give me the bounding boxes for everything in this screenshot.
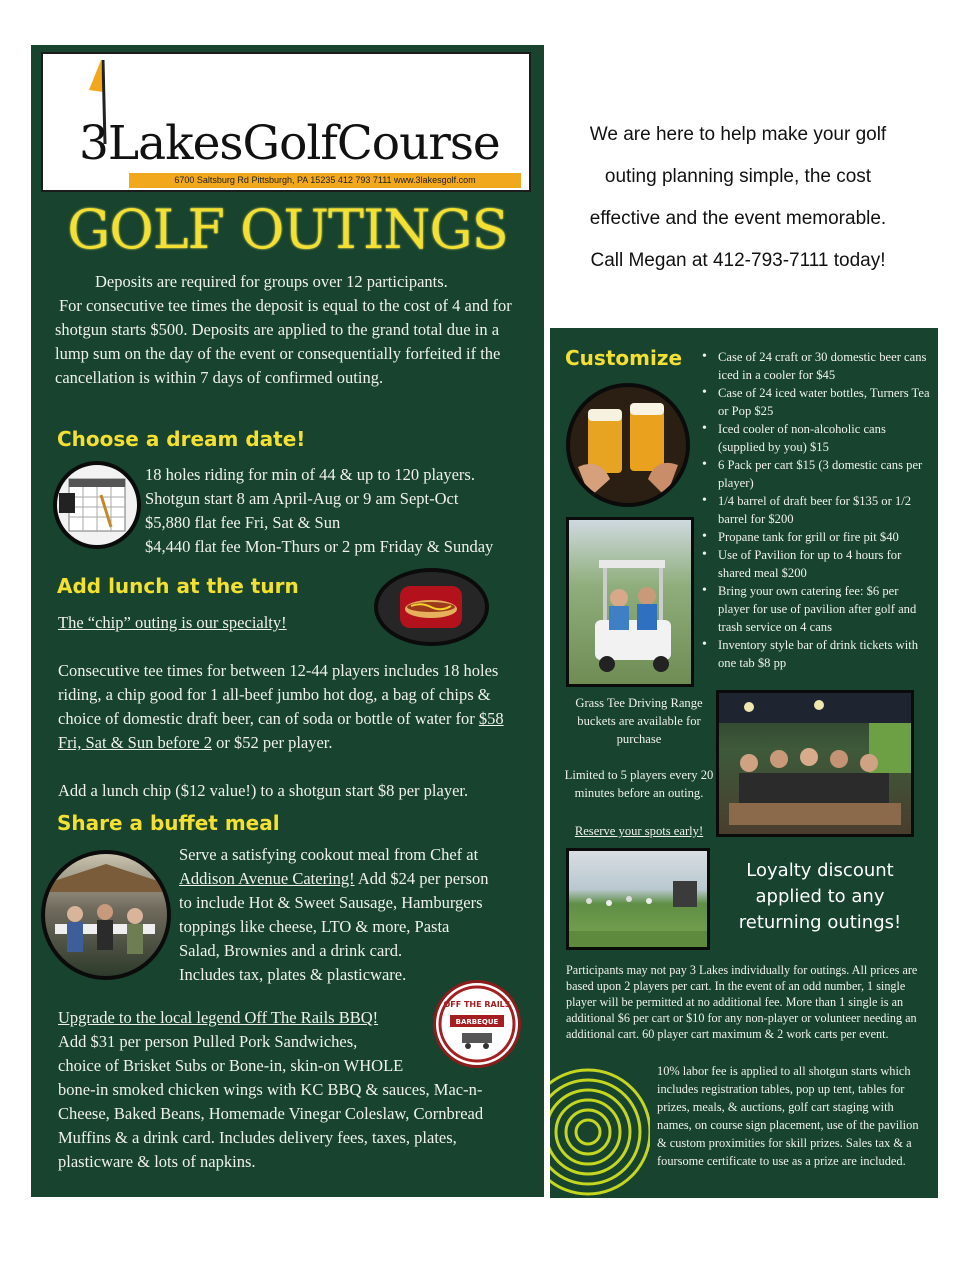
lunch-price-weekend: $58 Fri, Sat & Sun before 2	[58, 709, 504, 752]
buffet-details	[179, 843, 539, 987]
list-item: • Case of 24 craft or 30 domestic beer cans iced in a cooler for $45	[700, 348, 930, 384]
hotdog-icon	[374, 568, 489, 646]
caterer-link[interactable]: Addison Avenue Catering!	[179, 869, 355, 888]
date-line: Shotgun start 8 am April-Aug or 9 am Sept-Oct	[145, 489, 459, 508]
intro-line: Call Megan at 412-793-7111 today!	[590, 250, 886, 271]
date-line: 18 holes riding for min of 44 & up to 120 players.	[145, 465, 475, 484]
list-item: • Bring your own catering fee: $6 per player for use of pavilion after golf and trash service on 4 cans	[700, 582, 930, 636]
customize-list	[700, 348, 930, 672]
lunch-chip-note: Add a lunch chip ($12 value!) to a shotgun start $8 per player.	[58, 781, 469, 800]
deposits-p1: Deposits are required for groups over 12 participants.	[95, 272, 448, 291]
right-panel	[550, 328, 938, 1198]
buffet-line: Includes tax, plates & plasticware.	[179, 965, 407, 984]
buffet-line: Add $24 per person	[354, 869, 489, 888]
group-bar-photo	[716, 690, 914, 837]
calendar-icon	[53, 461, 141, 549]
list-item: • Use of Pavilion for up to 4 hours for shared meal $200	[700, 546, 930, 582]
golf-cart-photo	[566, 517, 694, 687]
bbq-line: choice of Brisket Subs or Bone-in, skin-on WHOLE	[58, 1056, 404, 1075]
date-details	[145, 463, 540, 559]
bbq-rest: bone-in smoked chicken wings with KC BBQ & sauces, Mac-n-Cheese, Baked Beans, Homemade Vinegar Coleslaw, Cornbread Muffins & a drink card. Includes delivery fees, taxes, plates, plasticware & lots of napkins.	[58, 1080, 484, 1171]
left-panel	[31, 45, 544, 1197]
date-heading: Choose a dream date!	[57, 427, 306, 451]
course-logo	[41, 52, 531, 192]
intro-text	[560, 114, 916, 282]
customize-heading: Customize	[565, 346, 683, 370]
list-item: • Propane tank for grill or fire pit $40	[700, 528, 930, 546]
reserve-link[interactable]: Reserve your spots early!	[574, 824, 704, 838]
date-line: $5,880 flat fee Fri, Sat & Sun	[145, 513, 341, 532]
lunch-body	[58, 659, 524, 755]
lunch-body-a: Consecutive tee times for between 12-44 players includes 18 holes riding, a chip good for 1 all-beef jumbo hot dog, a bag of chips & choice of domestic draft beer, can of soda or bottle of water for	[58, 661, 499, 728]
deposits-text	[55, 270, 530, 390]
driving-range-photo	[566, 848, 710, 950]
deposits-p2: For consecutive tee times the deposit is equal to the cost of 4 and for shotgun starts $500. Deposits are applied to the grand total due in a lump sum on the day of the event or consequentially forfeited if the cancellation is within 7 days of confirmed outing.	[55, 296, 512, 387]
bbq-badge-mid: BARBEQUE	[455, 1018, 499, 1026]
range-text: Grass Tee Driving Range buckets are available for purchase	[575, 696, 703, 746]
bbq-line: Add $31 per person Pulled Pork Sandwiches,	[58, 1032, 358, 1051]
beer-photo	[566, 383, 690, 507]
concentric-rings-icon	[550, 1064, 650, 1198]
list-item: • Inventory style bar of drink tickets with one tab $8 pp	[700, 636, 930, 672]
logo-address: 6700 Saltsburg Rd Pittsburgh, PA 15235 412 793 7111 www.3lakesgolf.com	[129, 173, 521, 188]
lunch-heading: Add lunch at the turn	[57, 574, 299, 598]
buffet-line: to include Hot & Sweet Sausage, Hamburgers	[179, 893, 483, 912]
bbq-details	[58, 1006, 528, 1174]
buffet-line: Salad, Brownies and a drink card.	[179, 941, 403, 960]
intro-line: We are here to help make your golf	[589, 124, 887, 145]
list-item: • Iced cooler of non-alcoholic cans (supplied by you) $15	[700, 420, 930, 456]
range-limit-text: Limited to 5 players every 20 minutes before an outing.	[564, 768, 714, 800]
list-item: • 1/4 barrel of draft beer for $135 or 1/2 barrel for $200	[700, 492, 930, 528]
buffet-heading: Share a buffet meal	[57, 811, 280, 835]
loyalty-discount: Loyalty discount applied to any returning outings!	[738, 860, 902, 933]
logo-name: 3LakesGolfCourse	[79, 116, 500, 171]
buffet-photo	[41, 850, 171, 980]
lunch-body-b: or $52 per player.	[212, 733, 333, 752]
list-item: • 6 Pack per cart $15 (3 domestic cans per player)	[700, 456, 930, 492]
date-line: $4,440 flat fee Mon-Thurs or 2 pm Friday & Sunday	[145, 537, 494, 556]
bbq-badge-top: OFF THE RAILS	[443, 1000, 511, 1009]
intro-line: effective and the event memorable.	[589, 208, 887, 229]
intro-line: outing planning simple, the cost	[604, 166, 872, 187]
bbq-upgrade-link[interactable]: Upgrade to the local legend Off The Rails BBQ!	[58, 1008, 379, 1027]
participants-policy: Participants may not pay 3 Lakes individually for outings. All prices are based upon 2 players per cart. In the event of an odd number, 1 single player will be permitted at no additional fee. More than 1 single is an additional $6 per cart or $10 for any non-player or volunteer needing an additional cart. 60 player cart maximum & 2 work carts per event.	[566, 963, 918, 1041]
buffet-line: Serve a satisfying cookout meal from Chef at	[179, 845, 479, 864]
labor-fee-policy: 10% labor fee is applied to all shotgun starts which includes registration tables, pop up tent, tables for prizes, meals, & auctions, golf cart staging with names, on course sign placement, use of the pavilion & custom proximities for skill prizes. Sales tax & a foursome certificate to use as a prize are included.	[657, 1064, 919, 1168]
page-title: GOLF OUTINGS	[67, 198, 508, 261]
list-item: • Case of 24 iced water bottles, Turners Tea or Pop $25	[700, 384, 930, 420]
lunch-tagline: The “chip” outing is our specialty!	[58, 613, 287, 632]
buffet-line: toppings like cheese, LTO & more, Pasta	[179, 917, 450, 936]
